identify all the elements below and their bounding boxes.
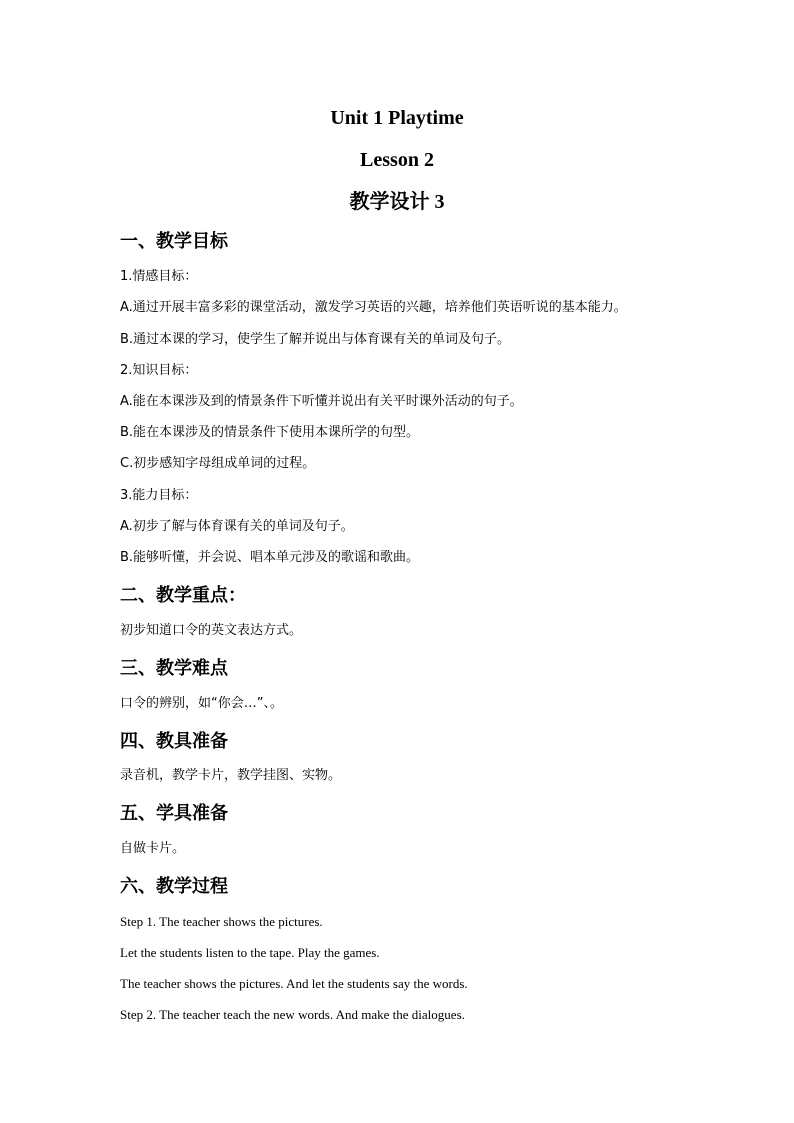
process-line-3: The teacher shows the pictures. And let the students say the words.	[120, 976, 468, 991]
teaching-aids-heading: 四、教具准备	[120, 731, 228, 752]
emotional-objective-a: A.通过开展丰富多彩的课堂活动，激发学习英语的兴趣，培养他们英语听说的基本能力。	[120, 300, 627, 315]
teaching-aids-text: 录音机，教学卡片，教学挂图、实物。	[120, 768, 342, 783]
ability-objective-label: 3.能力目标：	[120, 488, 198, 503]
process-step-1: Step 1. The teacher shows the pictures.	[120, 914, 323, 929]
unit-title: Unit 1 Playtime	[330, 107, 464, 129]
key-points-heading: 二、教学重点：	[120, 585, 246, 606]
emotional-objective-b: B.通过本课的学习，使学生了解并说出与体育课有关的单词及句子。	[120, 332, 511, 347]
ability-objective-b: B.能够听懂，并会说、唱本单元涉及的歌谣和歌曲。	[120, 550, 420, 565]
key-points-text: 初步知道口令的英文表达方式。	[120, 623, 303, 638]
knowledge-objective-b: B.能在本课涉及的情景条件下使用本课所学的句型。	[120, 425, 420, 440]
difficulties-heading: 三、教学难点	[120, 658, 228, 679]
objectives-heading: 一、教学目标	[120, 231, 228, 252]
difficulties-text: 口令的辨别，如“你会…”、。	[120, 696, 283, 711]
knowledge-objective-a: A.能在本课涉及到的情景条件下听懂并说出有关平时课外活动的句子。	[120, 394, 523, 409]
lesson-title: Lesson 2	[360, 149, 434, 171]
design-title: 教学设计 3	[349, 191, 445, 213]
process-line-2: Let the students listen to the tape. Play the games.	[120, 945, 380, 960]
knowledge-objective-c: C.初步感知字母组成单词的过程。	[120, 456, 316, 471]
ability-objective-a: A.初步了解与体育课有关的单词及句子。	[120, 519, 354, 534]
learning-aids-text: 自做卡片。	[120, 841, 186, 856]
emotional-objective-label: 1.情感目标：	[120, 269, 198, 284]
learning-aids-heading: 五、学具准备	[120, 803, 228, 824]
process-step-2: Step 2. The teacher teach the new words. And make the dialogues.	[120, 1007, 465, 1022]
knowledge-objective-label: 2.知识目标：	[120, 363, 198, 378]
process-heading: 六、教学过程	[120, 876, 228, 897]
